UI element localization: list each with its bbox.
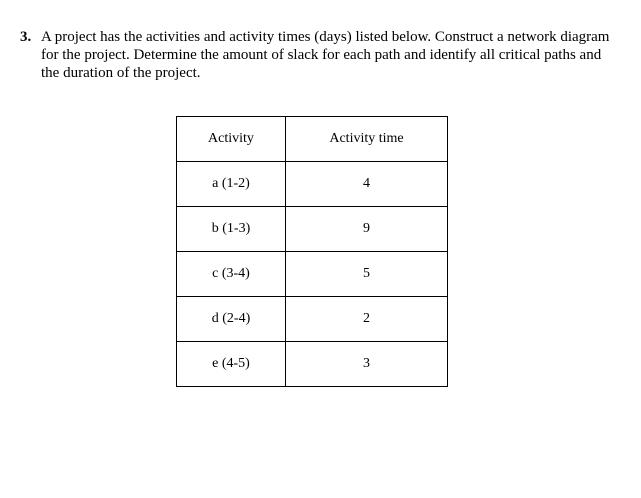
table-row bbox=[177, 342, 448, 387]
activity-time-cell: 5 bbox=[286, 252, 448, 297]
activity-time-cell: 3 bbox=[286, 342, 448, 387]
activity-cell: a (1-2) bbox=[177, 162, 286, 207]
header-activity: Activity bbox=[177, 117, 286, 162]
activity-cell: d (2-4) bbox=[177, 297, 286, 342]
activity-time-cell: 2 bbox=[286, 297, 448, 342]
activity-time-cell: 9 bbox=[286, 207, 448, 252]
activity-table bbox=[176, 116, 448, 387]
table-row bbox=[177, 297, 448, 342]
activity-cell: b (1-3) bbox=[177, 207, 286, 252]
problem-text: A project has the activities and activity times (days) listed below. Construct a network diagram for the project. Determine the amount of slack for each path and identify all critical paths and the duration of the project. bbox=[41, 29, 610, 81]
activity-cell: e (4-5) bbox=[177, 342, 286, 387]
problem-number: 3. bbox=[20, 29, 32, 45]
activity-time-cell: 4 bbox=[286, 162, 448, 207]
problem-statement bbox=[20, 28, 620, 82]
header-activity-time: Activity time bbox=[286, 117, 448, 162]
table-row bbox=[177, 252, 448, 297]
table-header-row bbox=[177, 117, 448, 162]
table-row bbox=[177, 207, 448, 252]
activity-cell: c (3-4) bbox=[177, 252, 286, 297]
table-row bbox=[177, 162, 448, 207]
